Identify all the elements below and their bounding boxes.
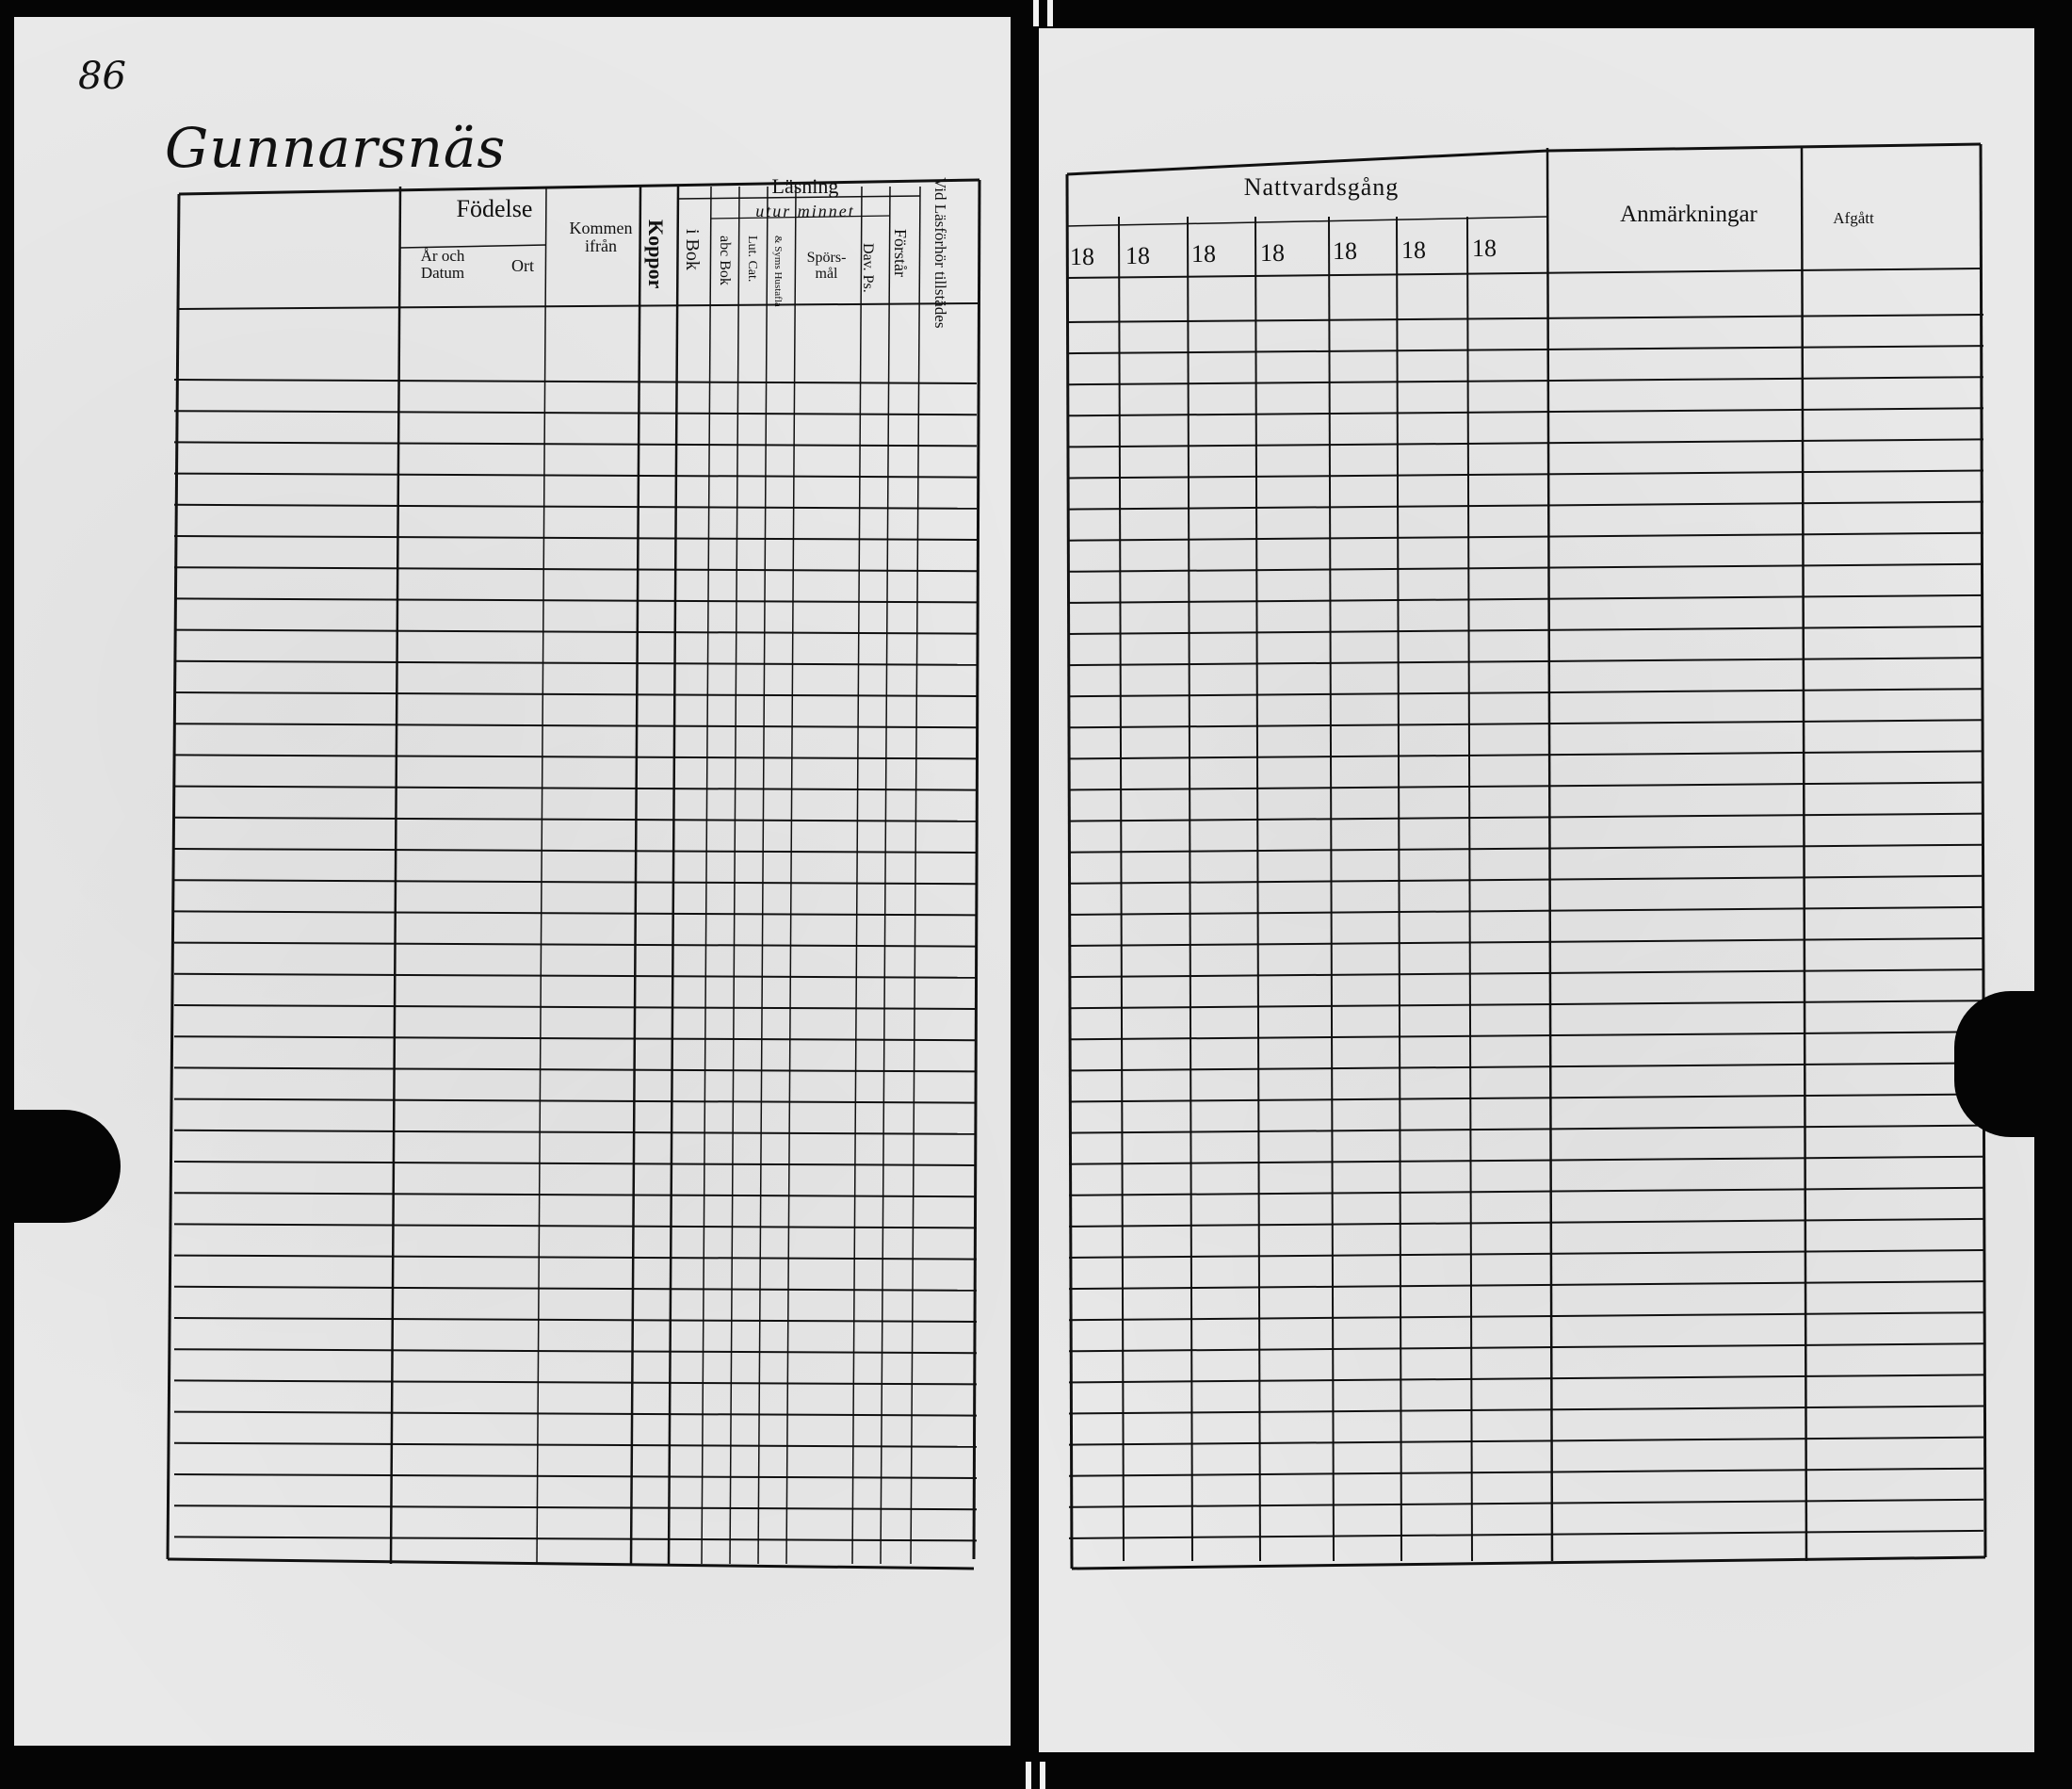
abc-bok-header: abc Bok [717,236,733,285]
table-row-line [1069,626,1983,634]
kommen-ifran-header: Kommen ifrån [569,219,633,255]
ar-och-datum-header: År och Datum [420,247,465,282]
table-row-line [1069,1095,1983,1102]
page-number: 86 [78,55,126,98]
header-bottom-line [179,303,979,309]
nattvard-year-label: 18 [1260,238,1285,267]
table-row-line [1069,907,1983,915]
column-line [1188,217,1192,1561]
binding-mark-top [1033,0,1039,26]
binding-mark-top-2 [1047,0,1053,26]
table-row-line [1069,1407,1983,1414]
ort-header: Ort [511,256,534,275]
table-row-line [174,849,977,853]
i-bok-header: i Bok [682,229,703,270]
anmarkningar-header: Anmärkningar [1620,202,1757,227]
table-row-line [1069,720,1983,727]
table-row-line [174,724,977,727]
table-row-line [174,536,977,540]
page-edge-notch-left [0,1110,121,1223]
table-row-line [1069,814,1983,821]
table-row-line [174,630,977,634]
nattvard-year-label: 18 [1472,235,1497,262]
table-row-line [174,755,977,758]
table-row-line [1069,564,1983,572]
table-row-line [1069,1250,1983,1258]
table-row-line [174,1474,977,1478]
table-row-line [174,1443,977,1447]
nattvard-year-label: 18 [1191,240,1216,268]
right-page [1039,28,2034,1752]
table-row-line [174,598,977,602]
column-line [1467,217,1472,1561]
table-row-line [1069,315,1983,322]
table-row-line [1069,1531,1983,1538]
table-row-line [1069,377,1983,384]
column-line [391,187,400,1564]
table-row-line [1069,1500,1983,1507]
lut-cat-header: Lut. Cat. [745,236,759,283]
column-line [702,187,711,1564]
column-line [758,187,768,1564]
table-row-line [1069,1312,1983,1320]
table-row-line [174,1130,977,1134]
table-row-line [1069,783,1983,790]
table-row-line [1069,1000,1983,1008]
column-line [537,187,546,1564]
table-row-line [174,1099,977,1103]
table-row-line [1069,1219,1983,1227]
hustafla-header: & Syms Hustafla [772,236,784,307]
table-row-line [174,1412,977,1416]
nattvardsgang-header: Nattvardsgång [1243,173,1400,201]
table-row-line [174,1224,977,1228]
table-row-line [174,1349,977,1353]
right-table-bottom-border [1072,1557,1985,1569]
column-line [730,187,739,1564]
table-row-line [174,1256,977,1260]
right-table-left-border [1067,174,1072,1569]
table-row-line [1069,502,1983,510]
table-row-line [1069,471,1983,479]
table-row-line [174,818,977,821]
lasning-header: Läsning [771,174,839,198]
table-row-line [1069,658,1983,665]
nattvard-year-label: 18 [1401,236,1426,264]
table-row-line [174,787,977,790]
table-row-line [174,880,977,884]
table-row-line [174,411,977,415]
column-line [669,187,678,1564]
right-register-grid [1039,28,2034,1752]
nattvard-subheader-line [1067,217,1547,226]
fodelse-header: Födelse [456,195,533,222]
table-row-line [1069,1374,1983,1382]
nattvard-year-label: 18 [1070,243,1094,270]
column-line [1547,148,1552,1561]
table-row-line [174,1537,977,1540]
column-line [1397,217,1401,1561]
table-row-line [1069,1032,1983,1039]
table-row-line [174,692,977,696]
table-row-line [174,442,977,446]
table-row-line [174,1505,977,1509]
table-row-line [1069,595,1983,603]
table-row-line [1069,346,1983,353]
forstar-header: Förstår [891,229,910,277]
sporsmal-header: Spörs-mål [806,250,847,282]
table-row-line [174,1162,977,1165]
column-line [1802,148,1806,1561]
table-row-line [1069,1281,1983,1289]
left-page [14,17,1011,1746]
vid-lasforhor-header: Vid Läsförhör tillstädes [931,177,949,329]
table-row-line [174,567,977,571]
table-row-line [174,380,977,383]
table-row-line [174,1318,977,1322]
table-row-line [1069,1343,1983,1351]
table-row-line [1069,1188,1983,1195]
table-row-line [1069,1157,1983,1164]
table-row-line [1069,1063,1983,1070]
table-row-line [1069,439,1983,447]
header-bottom-line [1067,268,1981,278]
column-line [852,187,862,1564]
table-row-line [174,1287,977,1291]
table-row-line [1069,969,1983,977]
binding-mark-bottom [1026,1762,1031,1789]
table-row-line [1069,689,1983,696]
table-row-line [1069,1126,1983,1133]
table-row-line [174,1193,977,1196]
nattvard-top-border [1067,151,1547,174]
column-line [1255,217,1260,1561]
nattvard-year-label: 18 [1333,237,1357,265]
table-row-line [1069,751,1983,758]
table-row-line [1069,408,1983,415]
dav-ps-header: Dav. Ps. [860,243,876,293]
table-row-line [174,661,977,665]
table-row-line [1069,1438,1983,1445]
utur-minnet-header: utur minnet [755,202,855,220]
page-edge-notch-right [1954,991,2072,1137]
table-row-line [1069,533,1983,541]
nattvard-year-label: 18 [1125,241,1150,269]
right-table-top-border [1547,144,1981,151]
table-row-line [174,474,977,478]
table-row-line [174,505,977,509]
table-left-border [168,194,179,1559]
table-row-line [1069,845,1983,853]
afgatt-header: Afgått [1833,209,1874,227]
binding-mark-bottom-2 [1040,1762,1045,1789]
place-name-handwritten: Gunnarsnäs [165,116,507,180]
right-table-right-border [1981,144,1985,1557]
table-row-line [1069,938,1983,946]
table-row-line [1069,876,1983,884]
column-line [786,187,796,1564]
column-line [1329,217,1334,1561]
table-row-line [1069,1469,1983,1476]
column-line [881,187,890,1564]
column-line [911,187,920,1564]
column-line [1119,217,1124,1561]
column-line [631,187,640,1564]
koppor-header: Koppor [644,220,668,289]
table-row-line [174,1380,977,1384]
